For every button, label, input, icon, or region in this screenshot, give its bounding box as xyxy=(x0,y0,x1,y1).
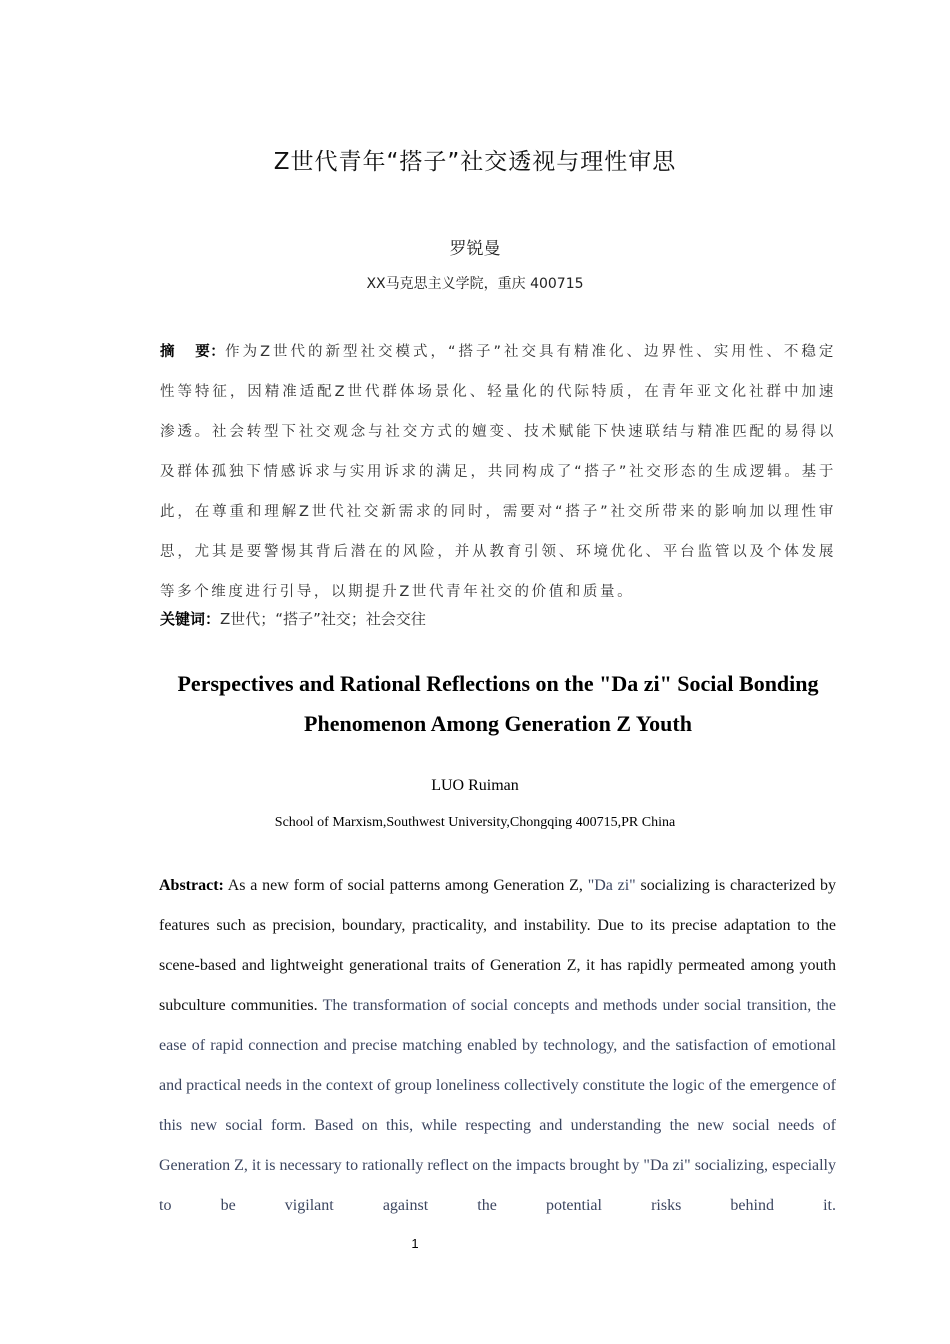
english-abstract-label: Abstract: xyxy=(159,877,224,894)
english-abstract-term: "Da zi" xyxy=(587,877,636,894)
english-author: LUO Ruiman xyxy=(431,777,519,794)
chinese-keywords xyxy=(160,608,836,629)
chinese-keywords-text: Z世代；“搭子”社交；社会交往 xyxy=(220,610,426,628)
english-abstract-part1: As a new form of social patterns among Generation Z, xyxy=(223,877,588,894)
chinese-abstract-text: 作为Z世代的新型社交模式，“搭子”社交具有精准化、边界性、实用性、不稳定性等特征，因精准适配Z世代群体场景化、轻量化的代际特质，在青年亚文化社群中加速渗透。社会转型下社交观念与社交方式的嬗变、技术赋能下快速联结与精准匹配的易得以及群体孤独下情感诉求与实用诉求的满足，共同构成了“搭子”社交形态的生成逻辑。基于此，在尊重和理解Z世代社交新需求的同时，需要对“搭子”社交所带来的影响加以理性审思，尤其是要警惕其背后潜在的风险，并从教育引领、环境优化、平台监管以及个体发展等多个维度进行引导，以期提升Z世代青年社交的价值和质量。 xyxy=(160,344,837,600)
english-title: Perspectives and Rational Reflections on the "Da zi" Social Bonding Phenomenon Among Generation Z Youth xyxy=(177,671,819,736)
english-abstract xyxy=(159,866,836,1226)
chinese-keywords-label: 关键词： xyxy=(160,610,221,628)
english-abstract-part3: socializing is characterized by features such as precision, boundary, practicality, and instability. Due to its precise adaptation to the scene-based and lightweight generational traits of Generation Z, it has rapidly permeated among youth subculture communities. xyxy=(159,877,836,1014)
page-number: 1 xyxy=(411,1236,419,1251)
chinese-abstract-label: 摘 要： xyxy=(160,344,226,360)
english-affiliation: School of Marxism,Southwest University,Chongqing 400715,PR China xyxy=(274,815,676,830)
english-abstract-part4: The transformation of social concepts and methods under social transition, the ease of rapid connection and precise matching enabled by technology, and the satisfaction of emotional and practical needs in the context of group loneliness collectively constitute the logic of the emergence of this new social form. Based on this, while respecting and understanding the new social needs of Generation Z, it is necessary to rationally reflect on the impacts brought by "Da zi" socializing, especially to be vigilant against the potential risks behind it. xyxy=(159,997,837,1214)
chinese-abstract xyxy=(160,332,836,612)
chinese-title: Z世代青年“搭子”社交透视与理性审思 xyxy=(273,149,677,175)
chinese-affiliation: XX马克思主义学院，重庆 400715 xyxy=(366,276,584,292)
chinese-author: 罗锐曼 xyxy=(449,239,501,259)
